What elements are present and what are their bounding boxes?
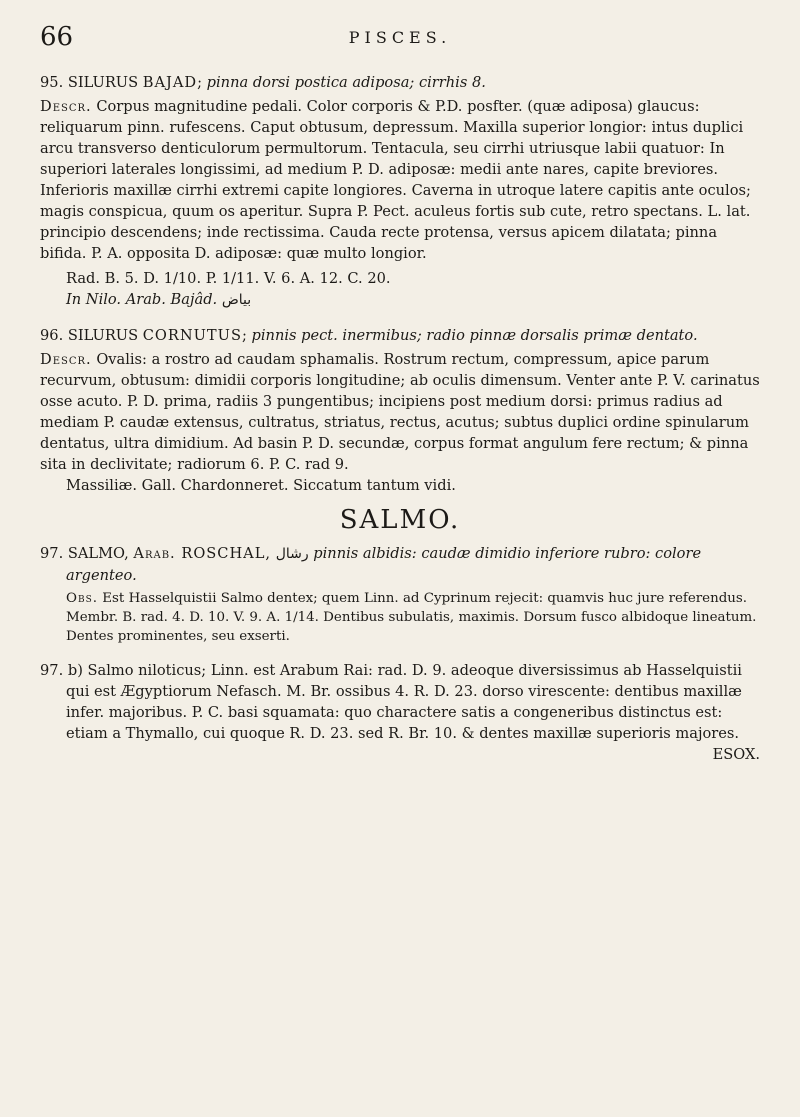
descr-label: Descr. — [40, 98, 92, 115]
entry-number: 95. — [40, 74, 64, 91]
descr-label: Descr. — [40, 351, 92, 368]
observation-text: Est Hasselquistii Salmo dentex; quem Linn. ad Cyprinum rejecit: quamvis huc jure referendus. Membr. B. rad. 4. D. 10. V. 9. A. 1/14. Dentibus subulatis, maximis. Dorsum fusco albidoque lineatum. Dentes prominentes, seu exserti. — [66, 591, 757, 644]
diagnosis: pinna dorsi postica adiposa; cirrhis 8. — [206, 74, 486, 91]
running-head: PISCES. — [348, 28, 452, 47]
section-title: SALMO. — [339, 505, 461, 535]
arabic-label: Arab. ROSCHAL, — [133, 545, 272, 562]
genus-name: SILURUS — [67, 327, 139, 344]
entry-96: 96. SILURUS CORNUTUS; pinnis pect. inermibus; radio pinnæ dorsalis primæ dentato. Descr. Ovalis: a rostro ad caudam sphamalis. Rostrum rectum, compressum, apice parum recurvum, obtusum: dimidii corporis longitudine; ab oculis dimensum. Venter ante P. V. carinatus osse acuto. P. D. prima, radiis 3 pungentibus; incipiens post medium dorsi: primus radius ad mediam P. caudæ extensus, cultratus, striatus, rectus, acutus; subtus duplici ordine spinularum dentatus, ultra dimidium. Ad basin P. D. secundæ, corpus format angulum fere rectum; & pinna sita in declivitate; radiorum 6. P. C. rad 9. Massiliæ. Gall. Chardonneret. Siccatum tantum vidi. — [40, 327, 760, 494]
locality: Massiliæ. Gall. Chardonneret. Siccatum tantum vidi. — [66, 477, 456, 494]
arabic-name: بياض — [221, 292, 252, 308]
genus-name: SILURUS — [67, 74, 139, 91]
arabic-name: رشال — [275, 546, 309, 562]
obs-label: Obs. — [66, 591, 99, 606]
description-text: Ovalis: a rostro ad caudam sphamalis. Rostrum rectum, compressum, apice parum recurvum, obtusum: dimidii corporis longitudine; ab oculis dimensum. Venter ante P. V. carinatus osse acuto. P. D. prima, radiis 3 pungentibus; incipiens post medium dorsi: primus radius ad mediam P. caudæ extensus, cultratus, striatus, rectus, acutus; subtus duplici ordine spinularum dentatus, ultra dimidium. Ad basin P. D. secundæ, corpus format angulum fere rectum; & pinna sita in declivitate; radiorum 6. P. C. rad 9. — [40, 351, 760, 473]
species-epithet: CORNUTUS — [142, 327, 242, 344]
page-number: 66 — [40, 22, 74, 52]
locality: In Nilo. Arab. Bajâd. — [66, 291, 218, 308]
entry-97 — [40, 543, 760, 646]
entry-number: 96. — [40, 327, 64, 344]
diagnosis: pinnis albidis: caudæ dimidio inferiore rubro: colore argenteo. — [66, 545, 702, 584]
page-header — [40, 22, 760, 54]
catchword: ESOX. — [712, 746, 760, 763]
entry-number: 97. — [40, 545, 64, 562]
entry-text: Salmo niloticus; Linn. est Arabum Rai: rad. D. 9. adeoque diversissimus ab Hasselquistii qui est Ægyptiorum Nefasch. M. Br. ossibus 4. R. D. 23. dorso virescente: dentibus maxillæ infer. majoribus. P. C. basi squamata: quo charactere satis a congeneribus distinctus est: etiam a Thymallo, cui quoque R. D. 23. sed R. Br. 10. & dentes maxillæ superioris majores. — [66, 662, 742, 742]
species-epithet: BAJAD — [142, 74, 198, 91]
radii-formula: Rad. B. 5. D. 1/10. P. 1/11. V. 6. A. 12. C. 20. — [66, 270, 391, 287]
page-body — [40, 72, 760, 779]
description-text: Corpus magnitudine pedali. Color corporis & P.D. posfter. (quæ adiposa) glaucus: reliquarum pinn. rufescens. Caput obtusum, depressum. Maxilla superior longior: intus duplici arcu transverso denticulorum permultorum. Tentacula, seu cirrhi utriusque labii quatuor: In superiori laterales longissimi, ad medium P. D. adiposæ: medii ante nares, capite breviores. Inferioris maxillæ cirrhi extremi capite longiores. Caverna in utroque latere capitis ante oculos; magis conspicua, quum os aperitur. Supra P. Pect. aculeus fortis sub cute, retro spectans. L. lat. principio descendens; inde rectissima. Cauda recte protensa, versus apicem dilatata; pinna bifida. P. A. opposita D. adiposæ: quæ multo longior. — [40, 98, 751, 262]
entry-95: 95. SILURUS BAJAD; pinna dorsi postica adiposa; cirrhis 8. Descr. Corpus magnitudine pedali. Color corporis & P.D. posfter. (quæ adiposa) glaucus: reliquarum pinn. rufescens. Caput obtusum, depressum. Maxilla superior longior: intus duplici arcu transverso denticulorum permultorum. Tentacula, seu cirrhi utriusque labii quatuor: In superiori laterales longissimi, ad medium P. D. adiposæ: medii ante nares, capite breviores. Inferioris maxillæ cirrhi extremi capite longiores. Caverna in utroque latere capitis ante oculos; magis conspicua, quum os aperitur. Supra P. Pect. aculeus fortis sub cute, retro spectans. L. lat. principio descendens; inde rectissima. Cauda recte protensa, versus apicem dilatata; pinna bifida. P. A. opposita D. adiposæ: quæ multo longior. Rad. B. 5. D. 1/10. P. 1/11. V. 6. A. 12. C. 20. In Nilo. Arab. Bajâd. بياض — [40, 72, 760, 311]
diagnosis: pinnis pect. inermibus; radio pinnæ dorsalis primæ dentato. — [251, 327, 698, 344]
entry-number: 97. b) — [40, 662, 83, 679]
entry-97b — [40, 660, 760, 765]
genus-name: SALMO, — [67, 545, 129, 562]
